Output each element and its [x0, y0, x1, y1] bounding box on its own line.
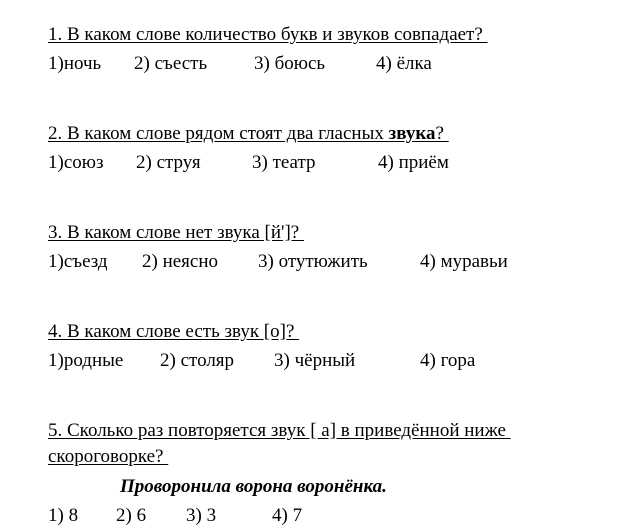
spacer	[48, 374, 608, 418]
question-4-option-2: 2) столяр	[160, 350, 235, 371]
question-3-options	[48, 249, 608, 275]
question-2-option-4: 4) приём	[378, 152, 449, 173]
question-4-text	[48, 319, 608, 345]
question-4-option-3: 3) чёрный	[274, 350, 356, 371]
question-5-option-3: 3) 3	[186, 505, 217, 526]
spacer	[48, 77, 608, 121]
question-4	[48, 319, 608, 374]
tongue-twister: Проворонила ворона воронёнка.	[120, 476, 387, 497]
question-2	[48, 121, 608, 176]
spacer	[48, 176, 608, 220]
question-5-text	[48, 418, 608, 470]
spacer	[48, 275, 608, 319]
question-2-option-1: 1)союз	[48, 152, 104, 173]
question-3-option-4: 4) муравьи	[420, 251, 508, 272]
question-1-option-3: 3) боюсь	[254, 53, 326, 74]
question-3-option-2: 2) неясно	[142, 251, 219, 272]
question-5-text-before: 5. Сколько раз повторяется звук [ а] в приведённой ниже скороговорке?	[48, 420, 511, 467]
question-5	[48, 418, 608, 529]
question-4-options	[48, 348, 608, 374]
question-1-options	[48, 51, 608, 77]
question-3	[48, 220, 608, 275]
question-2-text-after: ?	[435, 123, 449, 144]
question-1-text	[48, 22, 608, 48]
question-5-option-1: 1) 8	[48, 505, 79, 526]
question-3-option-3: 3) отутюжить	[258, 251, 368, 272]
question-4-option-4: 4) гора	[420, 350, 476, 371]
question-3-option-1: 1)съезд	[48, 251, 108, 272]
question-5-options	[48, 503, 608, 529]
question-1-text-before: 1. В каком слове количество букв и звуков совпадает?	[48, 24, 488, 45]
question-2-text	[48, 121, 608, 147]
question-1-option-1: 1)ночь	[48, 53, 102, 74]
question-4-text-before: 4. В каком слове есть звук [о]?	[48, 321, 300, 342]
question-4-option-1: 1)родные	[48, 350, 124, 371]
question-2-text-before: 2. В каком слове рядом стоят два гласных	[48, 123, 389, 144]
question-2-options	[48, 150, 608, 176]
question-2-option-3: 3) театр	[252, 152, 316, 173]
quiz	[48, 22, 608, 529]
question-1-option-4: 4) ёлка	[376, 53, 432, 74]
question-5-option-4: 4) 7	[272, 505, 303, 526]
question-3-text	[48, 220, 608, 246]
question-2-option-2: 2) струя	[136, 152, 201, 173]
question-2-text-bold: звука	[388, 123, 436, 144]
question-1-option-2: 2) съесть	[134, 53, 208, 74]
question-3-text-before: 3. В каком слове нет звука [й']?	[48, 222, 304, 243]
question-5-option-2: 2) 6	[116, 505, 147, 526]
question-1	[48, 22, 608, 77]
